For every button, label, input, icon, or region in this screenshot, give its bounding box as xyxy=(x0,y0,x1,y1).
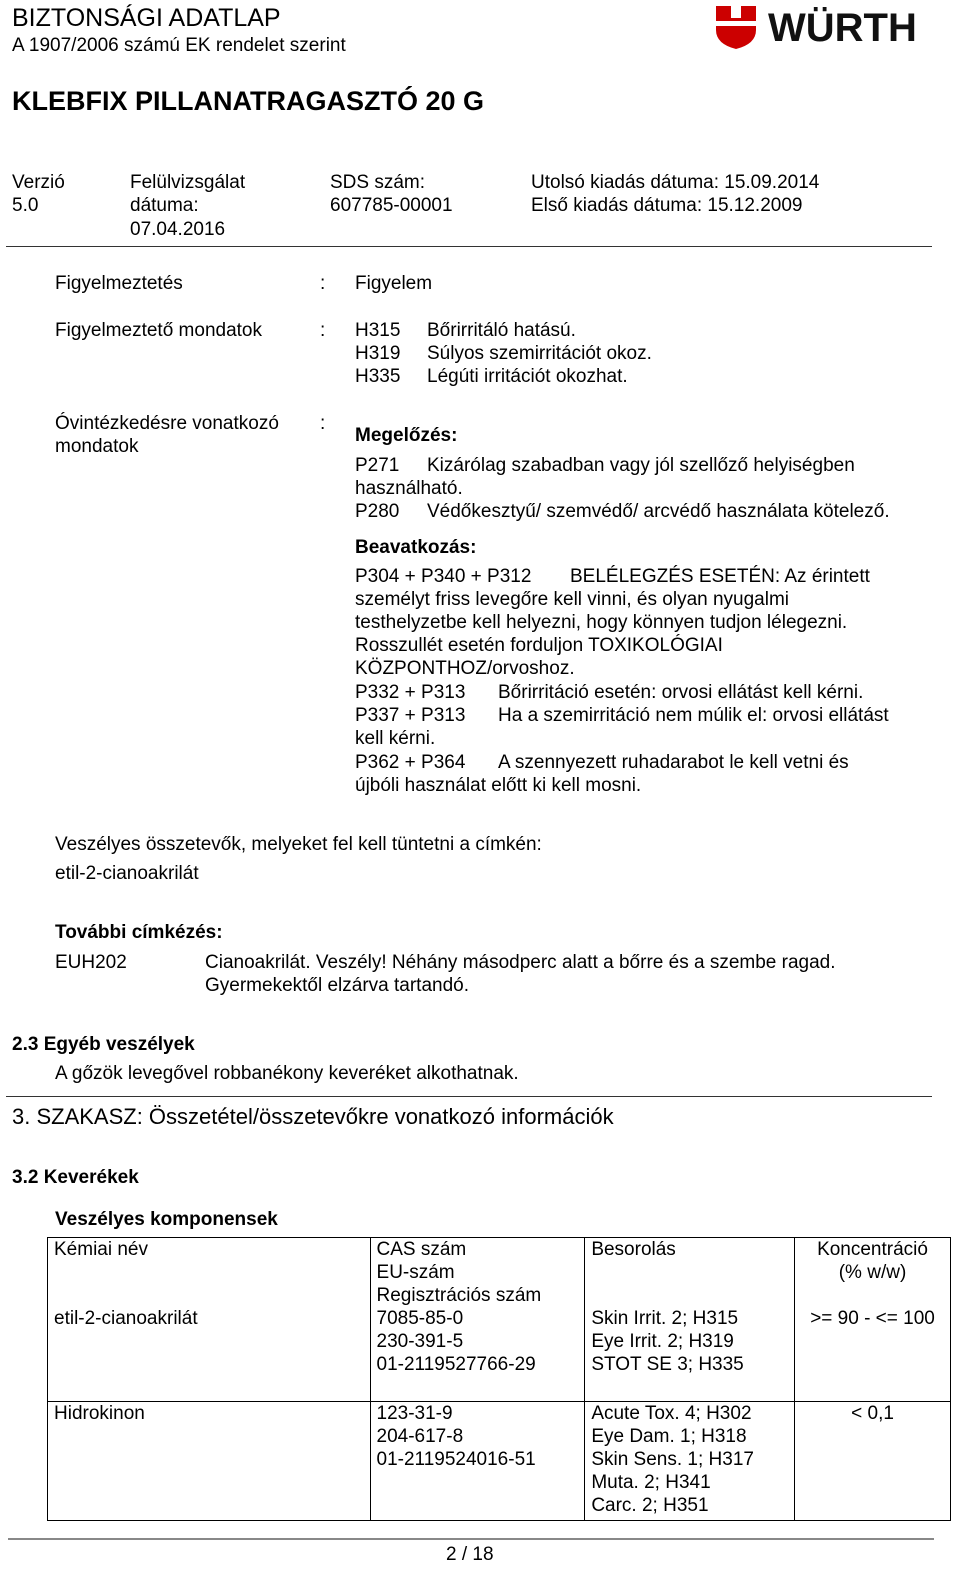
other-hazards-text: A gőzök levegővel robbanékony keveréket alkothatnak. xyxy=(55,1063,519,1084)
sds-label: SDS szám: xyxy=(330,172,426,193)
colon: : xyxy=(320,413,326,434)
precaution-text: testhelyzetbe kell helyezni, hogy könnyen tudjon lélegezni. xyxy=(355,612,848,633)
euh-code: EUH202 xyxy=(55,952,127,973)
precaution-text: újbóli használat előtt ki kell mosni. xyxy=(355,775,642,796)
brand-name: WÜRTH xyxy=(768,6,917,50)
hazard-code: H335 xyxy=(355,366,401,387)
response-heading: Beavatkozás: xyxy=(355,537,477,558)
precaution-code: P271 xyxy=(355,455,400,476)
logo-mark-icon xyxy=(716,6,756,49)
precaution-code: P337 + P313 xyxy=(355,705,466,726)
wurth-logo xyxy=(714,4,934,50)
product-name: KLEBFIX PILLANATRAGASZTÓ 20 G xyxy=(12,86,485,116)
chemical-name: Hidrokinon xyxy=(48,1402,371,1521)
label-components-heading: Veszélyes összetevők, melyeket fel kell tüntetni a címkén: xyxy=(55,834,542,855)
prevention-heading: Megelőzés: xyxy=(355,425,458,446)
table-header-row xyxy=(48,1238,951,1308)
signal-word-value: Figyelem xyxy=(355,273,433,294)
precaution-text: Bőrirritáció esetén: orvosi ellátást kell kérni. xyxy=(498,682,864,703)
label-component: etil-2-cianoakrilát xyxy=(55,863,199,884)
hazard-statements-label: Figyelmeztető mondatok xyxy=(55,320,262,341)
col-header-classification: Besorolás xyxy=(585,1238,795,1308)
precaution-text: használható. xyxy=(355,478,463,499)
section-divider xyxy=(6,1096,932,1097)
chemical-concentration: < 0,1 xyxy=(795,1402,951,1521)
precaution-code: P280 xyxy=(355,501,400,522)
precaution-text: Rosszullét esetén forduljon TOXIKOLÓGIAI xyxy=(355,635,723,656)
colon: : xyxy=(320,320,326,341)
hazard-text: Légúti irritációt okozhat. xyxy=(427,366,628,387)
signal-word-label: Figyelmeztetés xyxy=(55,273,183,294)
other-hazards-heading: 2.3 Egyéb veszélyek xyxy=(12,1034,195,1055)
version-label: Verzió xyxy=(12,172,65,193)
precaution-text: kell kérni. xyxy=(355,728,436,749)
mixtures-heading: 3.2 Keverékek xyxy=(12,1167,139,1188)
hazard-code: H319 xyxy=(355,343,401,364)
components-table-title: Veszélyes komponensek xyxy=(55,1209,278,1230)
precaution-label-2: mondatok xyxy=(55,436,139,457)
colon: : xyxy=(320,273,326,294)
header-divider xyxy=(6,246,932,247)
sds-number: 607785-00001 xyxy=(330,195,453,216)
chemical-classification: Acute Tox. 4; H302 Eye Dam. 1; H318 Skin Sens. 1; H317 Muta. 2; H341 Carc. 2; H351 xyxy=(585,1402,795,1521)
col-header-concentration: Koncentráció (% w/w) xyxy=(795,1238,951,1308)
precaution-text: A szennyezett ruhadarabot le kell vetni és xyxy=(498,752,849,773)
last-issue-date: Utolsó kiadás dátuma: 15.09.2014 xyxy=(531,172,820,193)
col-header-ids: CAS szám EU-szám Regisztrációs szám xyxy=(370,1238,585,1308)
chemical-classification: Skin Irrit. 2; H315 Eye Irrit. 2; H319 STOT SE 3; H335 xyxy=(585,1307,795,1402)
version-value: 5.0 xyxy=(12,195,39,216)
hazard-text: Súlyos szemirritációt okoz. xyxy=(427,343,652,364)
first-issue-date: Első kiadás dátuma: 15.12.2009 xyxy=(531,195,803,216)
revision-label: Felülvizsgálat xyxy=(130,172,246,193)
revision-label-2: dátuma: xyxy=(130,195,199,216)
precaution-code: P304 + P340 + P312 xyxy=(355,566,532,587)
footer-divider xyxy=(8,1538,934,1540)
hazard-text: Bőrirritáló hatású. xyxy=(427,320,576,341)
precaution-text: BELÉLEGZÉS ESETÉN: Az érintett xyxy=(570,566,870,587)
precaution-label: Óvintézkedésre vonatkozó xyxy=(55,413,279,434)
chemical-ids: 123-31-9 204-617-8 01-2119524016-51 xyxy=(370,1402,585,1521)
col-header-name: Kémiai név xyxy=(48,1238,371,1308)
document-type: BIZTONSÁGI ADATLAP xyxy=(12,4,281,32)
chemical-ids: 7085-85-0 230-391-5 01-2119527766-29 xyxy=(370,1307,585,1402)
euh-text: Gyermekektől elzárva tartandó. xyxy=(205,975,470,996)
revision-date: 07.04.2016 xyxy=(130,219,226,240)
precaution-text: Ha a szemirritáció nem múlik el: orvosi ellátást xyxy=(498,705,889,726)
hazard-code: H315 xyxy=(355,320,401,341)
precaution-text: személyt friss levegőre kell vinni, és olyan nyugalmi xyxy=(355,589,790,610)
table-row xyxy=(48,1307,951,1402)
section3-title: 3. SZAKASZ: Összetétel/összetevőkre vonatkozó információk xyxy=(12,1104,614,1129)
precaution-text: Védőkesztyű/ szemvédő/ arcvédő használata kötelező. xyxy=(427,501,890,522)
precaution-text: KÖZPONTHOZ/orvoshoz. xyxy=(355,658,575,679)
precaution-code: P332 + P313 xyxy=(355,682,466,703)
additional-labelling-heading: További címkézés: xyxy=(55,922,223,943)
precaution-text: Kizárólag szabadban vagy jól szellőző helyiségben xyxy=(427,455,855,476)
euh-text: Cianoakrilát. Veszély! Néhány másodperc alatt a bőrre és a szembe ragad. xyxy=(205,952,836,973)
table-row xyxy=(48,1402,951,1521)
regulation-reference: A 1907/2006 számú EK rendelet szerint xyxy=(12,35,346,56)
chemical-name: etil-2-cianoakrilát xyxy=(48,1307,371,1402)
chemical-concentration: >= 90 - <= 100 xyxy=(795,1307,951,1402)
page-number: 2 / 18 xyxy=(446,1544,494,1565)
precaution-code: P362 + P364 xyxy=(355,752,466,773)
components-table xyxy=(47,1237,951,1521)
